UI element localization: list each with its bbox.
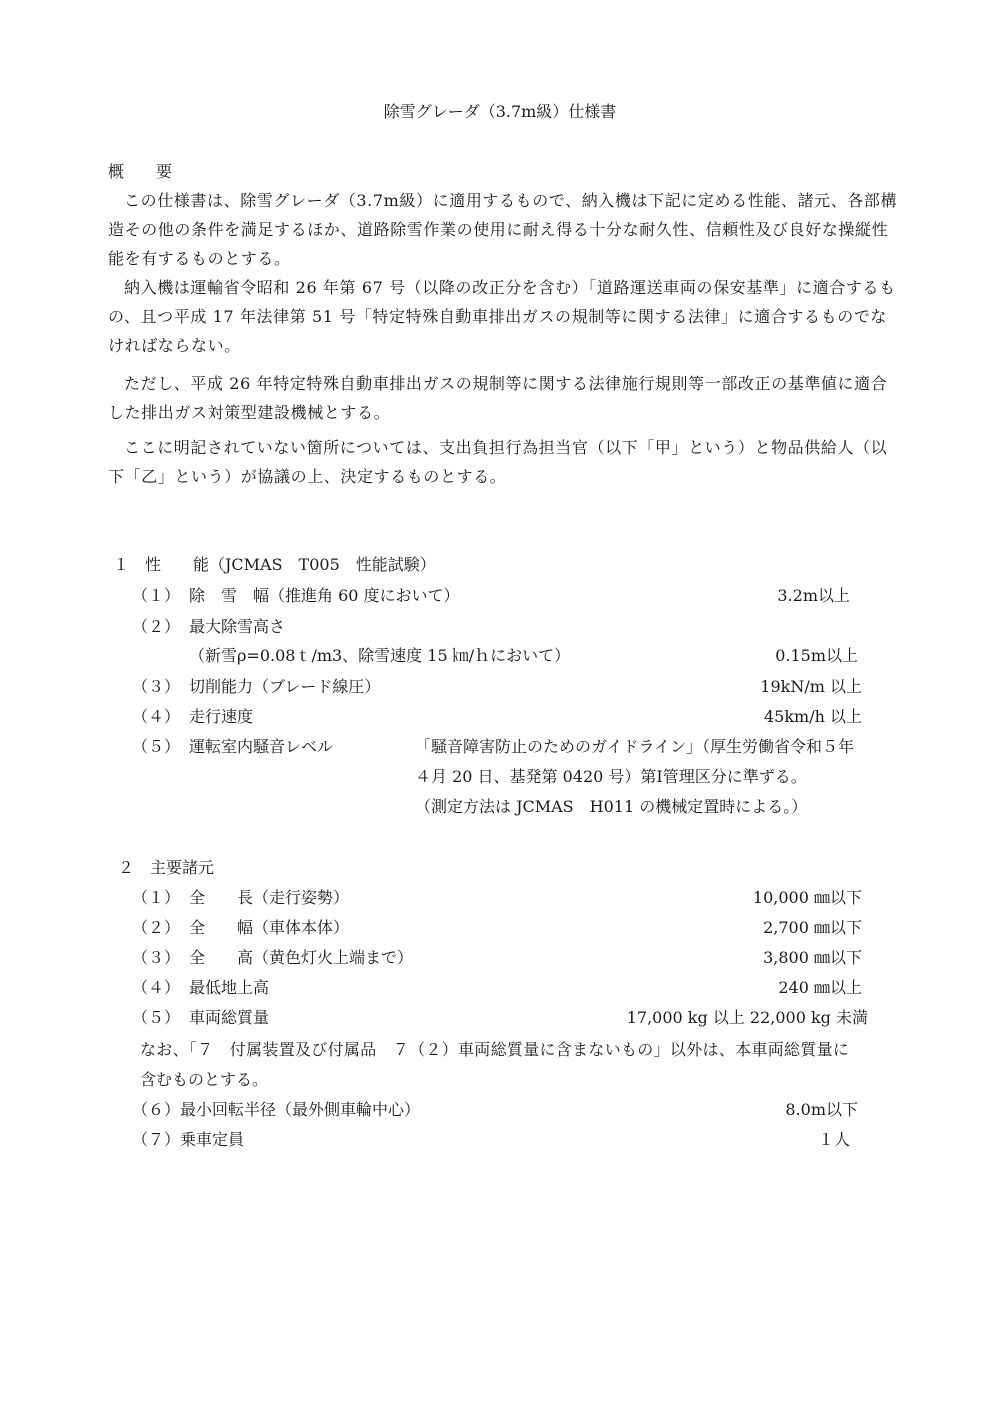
item-value: 3,800 ㎜以下: [763, 948, 862, 967]
page-title: 除雪グレーダ（3.7m級）仕様書: [383, 102, 617, 121]
item-value: １人: [817, 1130, 850, 1149]
item-value: 0.15m以上: [775, 646, 858, 665]
section1-heading: １ 性 能（JCMAS T005 性能試験）: [113, 555, 436, 574]
noise-text-line: ４月 20 日、基発第 0420 号）第Ⅰ管理区分に準ずる。: [415, 767, 807, 786]
item-label: （６）最小回転半径（最外側車輪中心）: [132, 1100, 421, 1119]
item-label: 全 高（黄色灯火上端まで）: [189, 948, 414, 967]
overview-heading: 概 要: [108, 162, 173, 181]
item-number: （３）: [132, 948, 181, 967]
item-value: 17,000 kg 以上 22,000 kg 未満: [626, 1008, 868, 1027]
item-label: 除 雪 幅（推進角 60 度において）: [189, 586, 460, 605]
item-number: （２）: [132, 918, 181, 937]
item-number: （４）: [132, 707, 181, 726]
item-label: 全 幅（車体本体）: [189, 918, 350, 937]
item-label: 車両総質量: [189, 1008, 270, 1027]
noise-text-line: （測定方法は JCMAS H011 の機械定置時による。）: [415, 797, 808, 816]
overview-paragraph: この仕様書は、除雪グレーダ（3.7m級）に適用するもので、納入機は下記に定める性能、諸元、各部構造その他の条件を満足するほか、道路除雪作業の使用に耐え得る十分な耐久性、信頼性及び良好な操縦性能を有するものとする。: [108, 191, 898, 268]
overview-paragraph: ただし、平成 26 年特定特殊自動車排出ガスの規制等に関する法律施行規則等一部改正の基準値に適合した排出ガス対策型建設機械とする。: [108, 374, 888, 422]
item-label: 走行速度: [189, 707, 254, 726]
item-number: （４）: [132, 978, 181, 997]
item-number: （２）: [132, 617, 181, 636]
item-number: （５）: [132, 1008, 181, 1027]
item-label: 切削能力（ブレード線圧）: [189, 677, 381, 696]
section2-heading: ２ 主要諸元: [118, 858, 215, 877]
note-line: なお、「７ 付属装置及び付属品 ７（２）車両総質量に含まないもの」以外は、本車両総質量に: [140, 1040, 850, 1059]
item-number: （５）: [132, 737, 181, 756]
item-value: 8.0m以下: [785, 1100, 858, 1119]
item-number: （３）: [132, 677, 181, 696]
overview-paragraph: 納入機は運輸省令昭和 26 年第 67 号（以降の改正分を含む）「道路運送車両の保安基準」に適合するもの、且つ平成 17 年法律第 51 号「特定特殊自動車排出ガスの規制等に関する法律」に適合するものでなければならない。: [108, 278, 896, 355]
item-condition: （新雪ρ=0.08ｔ/m3、除雪速度 15 ㎞/ｈにおいて）: [189, 646, 571, 665]
item-label: （７）乗車定員: [132, 1130, 245, 1149]
item-label: 全 長（走行姿勢）: [189, 888, 350, 907]
item-label: 最低地上高: [189, 978, 270, 997]
item-label: 最大除雪高さ: [189, 617, 286, 636]
item-value: 19kN/m 以上: [760, 677, 862, 696]
item-value: 240 ㎜以上: [778, 978, 862, 997]
item-value: 10,000 ㎜以下: [752, 888, 862, 907]
item-value: 45km/h 以上: [763, 707, 862, 726]
item-label: 運転室内騒音レベル: [189, 737, 334, 756]
noise-text-line: 「騒音障害防止のためのガイドライン」（厚生労働省令和５年: [415, 737, 855, 756]
item-value: 2,700 ㎜以下: [763, 918, 862, 937]
item-value: 3.2m以上: [777, 586, 850, 605]
note-line: 含むものとする。: [140, 1070, 269, 1089]
item-number: （１）: [132, 888, 181, 907]
overview-paragraph: ここに明記されていない箇所については、支出負担行為担当官（以下「甲」という）と物品供給人（以下「乙」という）が協議の上、決定するものとする。: [108, 438, 888, 486]
item-number: （１）: [132, 586, 181, 605]
